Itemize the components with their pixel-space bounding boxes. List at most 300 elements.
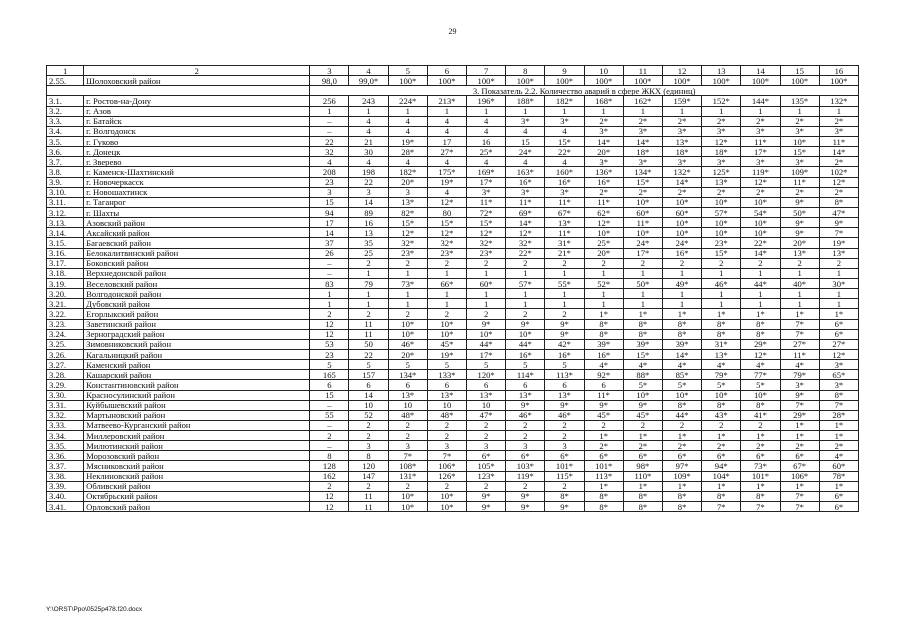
table-cell: 4 (467, 126, 506, 136)
table-cell: 11 (349, 329, 388, 339)
table-cell: 8* (584, 502, 623, 512)
table-cell: 3.11. (47, 197, 84, 207)
table-cell: 4 (467, 157, 506, 167)
table-cell: 8* (584, 329, 623, 339)
table-cell: 1* (623, 309, 662, 319)
table-cell: 5 (506, 360, 545, 370)
table-cell: 2* (623, 187, 662, 197)
table-cell: 10* (741, 197, 780, 207)
table-cell: 9* (623, 400, 662, 410)
table-cell: 83 (310, 278, 349, 288)
table-cell: 1 (702, 289, 741, 299)
table-cell: 13* (388, 390, 427, 400)
table-cell: 1 (427, 268, 466, 278)
table-cell: 100* (741, 76, 780, 86)
table-cell: 14 (349, 390, 388, 400)
table-cell: 24* (662, 238, 701, 248)
table-cell: 2 (388, 309, 427, 319)
table-cell: 10* (388, 491, 427, 501)
table-cell: 2 (84, 66, 310, 76)
table-cell: 2 (780, 258, 819, 268)
table-cell: 72* (467, 207, 506, 217)
table-cell: 10* (662, 218, 701, 228)
table-cell: 165 (310, 370, 349, 380)
table-cell: 85* (662, 370, 701, 380)
table-cell: 4 (349, 116, 388, 126)
table-cell: 123* (467, 471, 506, 481)
table-cell: 10* (584, 228, 623, 238)
table-cell: 9* (780, 197, 819, 207)
table-cell: 2 (427, 420, 466, 430)
table-cell: Волгодонской район (84, 289, 310, 299)
table-cell: 18* (623, 147, 662, 157)
table-row (47, 258, 859, 268)
table-cell: 7* (819, 400, 858, 410)
table-cell: Мартыновский район (84, 410, 310, 420)
table-cell: 1 (545, 299, 584, 309)
table-cell: 6* (819, 502, 858, 512)
table-cell: 13* (388, 197, 427, 207)
table-cell: 6 (506, 380, 545, 390)
table-cell: 22* (545, 147, 584, 157)
table-cell: 3* (506, 187, 545, 197)
table-cell: 3* (584, 157, 623, 167)
table-row (47, 228, 859, 238)
table-cell: 15 (310, 390, 349, 400)
table-cell: 7* (780, 319, 819, 329)
table-cell: 3.3. (47, 116, 84, 126)
table-cell: 20* (584, 147, 623, 157)
table-row (47, 299, 859, 309)
table-cell: г. Гуково (84, 136, 310, 146)
table-cell: 10* (662, 390, 701, 400)
table-cell: 27* (427, 147, 466, 157)
table-cell: 46* (702, 278, 741, 288)
table-cell: 3.5. (47, 136, 84, 146)
table-cell: 2* (584, 187, 623, 197)
table-cell: 39* (584, 339, 623, 349)
table-cell: 162 (310, 471, 349, 481)
table-cell: 10* (467, 329, 506, 339)
table-cell: 40* (780, 278, 819, 288)
table-cell: 25* (584, 238, 623, 248)
table-cell: 2* (819, 441, 858, 451)
table-cell: 3* (662, 157, 701, 167)
table-cell: 55 (310, 410, 349, 420)
table-cell: 12 (310, 502, 349, 512)
table-cell: 1 (310, 289, 349, 299)
table-cell: 1 (819, 106, 858, 116)
table-cell: 3.36. (47, 451, 84, 461)
table-cell: 8* (702, 329, 741, 339)
table-cell: 100* (819, 76, 858, 86)
table-cell: 115* (545, 471, 584, 481)
table-cell: 12* (506, 228, 545, 238)
table-cell: 100* (584, 76, 623, 86)
table-cell: 10* (427, 329, 466, 339)
table-cell: 3.30. (47, 390, 84, 400)
table-cell: 5 (427, 360, 466, 370)
table-cell: 8* (662, 329, 701, 339)
table-cell: 15 (780, 66, 819, 76)
table-cell: 20* (388, 177, 427, 187)
table-row (47, 461, 859, 471)
table-cell: 1 (349, 289, 388, 299)
table-cell: 11* (623, 218, 662, 228)
table-cell: 1* (702, 481, 741, 491)
table-cell: 8* (623, 502, 662, 512)
table-cell: 1 (349, 299, 388, 309)
table-cell: 8* (662, 319, 701, 329)
table-cell: 13* (702, 349, 741, 359)
table-cell: 1 (545, 268, 584, 278)
table-cell: 3.18. (47, 268, 84, 278)
table-cell: 10* (702, 390, 741, 400)
table-cell: 16* (584, 177, 623, 187)
table-cell: 4 (427, 116, 466, 126)
table-cell: Красносулинский район (84, 390, 310, 400)
table-cell: 11* (780, 349, 819, 359)
table-cell: 88* (623, 370, 662, 380)
table-cell: 28* (819, 410, 858, 420)
table-cell: 6* (584, 451, 623, 461)
table-cell: 60* (623, 207, 662, 217)
table-cell: 10* (702, 197, 741, 207)
table-row (47, 502, 859, 512)
table-cell: 5 (388, 360, 427, 370)
table-cell: 13 (349, 228, 388, 238)
table-cell: 1 (741, 289, 780, 299)
table-cell: 3 (349, 441, 388, 451)
table-cell: 12 (310, 329, 349, 339)
table-cell: 1 (310, 106, 349, 116)
table-cell: 79 (349, 278, 388, 288)
table-row (47, 177, 859, 187)
table-cell: 1 (467, 299, 506, 309)
table-row (47, 207, 859, 217)
table-cell: 1 (506, 106, 545, 116)
table-cell: 32* (506, 238, 545, 248)
table-cell: 6* (819, 491, 858, 501)
table-row (47, 218, 859, 228)
table-cell: 114* (506, 370, 545, 380)
table-row (47, 248, 859, 258)
table-cell: 10* (702, 218, 741, 228)
table-cell: 3.39. (47, 481, 84, 491)
table-cell: 2* (780, 116, 819, 126)
table-cell: 15* (427, 218, 466, 228)
table-cell: 1 (467, 106, 506, 116)
table-cell: 1* (780, 420, 819, 430)
table-row (47, 278, 859, 288)
table-cell: 52* (584, 278, 623, 288)
table-cell: 94* (702, 461, 741, 471)
table-cell: 3.6. (47, 147, 84, 157)
table-cell: 2* (623, 116, 662, 126)
table-cell: 8* (662, 400, 701, 410)
table-cell: 92* (584, 370, 623, 380)
table-cell: 2 (427, 481, 466, 491)
table-cell: 12* (584, 218, 623, 228)
table-cell: 8* (741, 491, 780, 501)
table-row (47, 147, 859, 157)
table-cell: 26 (310, 248, 349, 258)
table-row (47, 187, 859, 197)
table-cell: 9* (780, 228, 819, 238)
table-cell: 5* (741, 380, 780, 390)
table-cell: 14 (349, 197, 388, 207)
table-cell: г. Каменск-Шахтинский (84, 167, 310, 177)
table-cell: 3.31. (47, 400, 84, 410)
table-cell: 2 (662, 258, 701, 268)
table-cell: 120 (349, 461, 388, 471)
table-cell: 14* (662, 349, 701, 359)
table-cell: 25 (349, 248, 388, 258)
table-cell: г. Батайск (84, 116, 310, 126)
table-cell: 4 (545, 157, 584, 167)
table-cell: 6 (349, 380, 388, 390)
table-cell: 1 (741, 106, 780, 116)
table-cell: 23 (310, 349, 349, 359)
table-cell: 2* (780, 441, 819, 451)
table-cell: 2 (467, 258, 506, 268)
table-cell: 46* (545, 410, 584, 420)
table-cell: г. Таганрог (84, 197, 310, 207)
table-cell: 97* (662, 461, 701, 471)
table-row (47, 441, 859, 451)
table-cell: 62* (584, 207, 623, 217)
table-cell: 2 (427, 258, 466, 268)
table-cell: г. Новочеркасск (84, 177, 310, 187)
table-cell: 3.27. (47, 360, 84, 370)
table-cell: 3* (780, 380, 819, 390)
table-cell: 4* (741, 360, 780, 370)
table-cell: 3.15. (47, 238, 84, 248)
table-cell: 67* (545, 207, 584, 217)
table-cell: 17* (467, 177, 506, 187)
table-cell: 73* (741, 461, 780, 471)
table-cell: Егорлыкский район (84, 309, 310, 319)
table-cell: г. Новошахтинск (84, 187, 310, 197)
table-cell: 1 (662, 106, 701, 116)
table-cell: 30 (349, 147, 388, 157)
table-cell: 10* (780, 136, 819, 146)
table-cell: 28* (388, 147, 427, 157)
table-cell: 2 (623, 258, 662, 268)
table-cell: 2 (467, 431, 506, 441)
table-cell: 52 (349, 410, 388, 420)
table-cell: 1* (662, 309, 701, 319)
table-cell: 13 (702, 66, 741, 76)
table-cell: 3* (623, 157, 662, 167)
table-cell: г. Ростов-на-Дону (84, 96, 310, 106)
table-cell: 21 (349, 136, 388, 146)
table-cell: 1 (584, 289, 623, 299)
table-cell: г. Шахты (84, 207, 310, 217)
table-cell: 10* (388, 319, 427, 329)
table-cell: 2 (506, 309, 545, 319)
table-row (47, 380, 859, 390)
table-cell: 12* (819, 349, 858, 359)
table-cell: 3.13. (47, 218, 84, 228)
table-cell: 188* (506, 96, 545, 106)
table-cell: 2 (741, 258, 780, 268)
table-cell: – (310, 268, 349, 278)
table-cell: 13* (467, 390, 506, 400)
table-cell: 8 (349, 451, 388, 461)
table-cell: 3.16. (47, 248, 84, 258)
table-cell: 2 (506, 431, 545, 441)
table-cell: 2 (506, 258, 545, 268)
table-cell: 1 (741, 268, 780, 278)
table-cell: 162* (623, 96, 662, 106)
table-cell: 3.22. (47, 309, 84, 319)
table-cell: 14* (741, 248, 780, 258)
table-cell: 119* (506, 471, 545, 481)
table-cell: 1 (702, 268, 741, 278)
table-cell: 1 (310, 299, 349, 309)
table-cell: 98* (623, 461, 662, 471)
table-cell: 32* (467, 238, 506, 248)
table-cell: 2 (427, 309, 466, 319)
table-cell: Белокалитвинский район (84, 248, 310, 258)
table-cell: 2 (506, 420, 545, 430)
table-cell: 14* (623, 136, 662, 146)
table-cell: 3* (819, 126, 858, 136)
table-row (47, 116, 859, 126)
table-cell: 1 (467, 289, 506, 299)
table-cell: 45* (427, 339, 466, 349)
table-cell: 136* (584, 167, 623, 177)
table-cell: 3* (545, 187, 584, 197)
table-cell: 16* (506, 349, 545, 359)
table-cell: 46* (506, 410, 545, 420)
table-cell: Кашарский район (84, 370, 310, 380)
table-cell: 53 (310, 339, 349, 349)
table-cell: 4 (427, 157, 466, 167)
table-cell: 1 (819, 268, 858, 278)
table-cell: 256 (310, 96, 349, 106)
table-row (47, 451, 859, 461)
table-cell: 10 (427, 400, 466, 410)
table-cell: 2 (545, 258, 584, 268)
table-cell: 1* (702, 431, 741, 441)
table-cell: 22* (506, 248, 545, 258)
table-cell: 19* (819, 238, 858, 248)
table-cell: 3* (584, 126, 623, 136)
table-cell: 1 (388, 289, 427, 299)
table-cell: 8* (702, 400, 741, 410)
table-cell: 20* (584, 248, 623, 258)
table-cell: 9 (545, 66, 584, 76)
table-cell: 2 (388, 420, 427, 430)
table-cell: 13* (545, 218, 584, 228)
table-cell: Зерноградский район (84, 329, 310, 339)
table-cell: 168* (584, 96, 623, 106)
table-row (47, 76, 859, 86)
table-cell: 4* (584, 360, 623, 370)
table-cell: 1 (819, 299, 858, 309)
table-cell: 2 (467, 481, 506, 491)
table-cell: 6* (702, 451, 741, 461)
table-cell: 20* (780, 238, 819, 248)
table-cell: 3 (388, 187, 427, 197)
table-cell: 15* (780, 147, 819, 157)
table-cell: 10* (662, 228, 701, 238)
table-cell: 67* (780, 461, 819, 471)
table-cell: 6* (506, 451, 545, 461)
table-cell: – (310, 116, 349, 126)
table-cell: 2 (467, 309, 506, 319)
table-row (47, 360, 859, 370)
table-row (47, 197, 859, 207)
table-cell: 80 (427, 207, 466, 217)
table-cell: 7* (427, 451, 466, 461)
table-cell: 32 (310, 147, 349, 157)
table-cell: 4 (310, 157, 349, 167)
table-cell: 10* (623, 197, 662, 207)
table-cell: 20* (388, 349, 427, 359)
table-cell: 224* (388, 96, 427, 106)
table-cell: 2 (388, 481, 427, 491)
table-cell: 10* (741, 228, 780, 238)
table-cell: 30* (819, 278, 858, 288)
table-cell: 12* (388, 228, 427, 238)
table-cell: 17 (310, 218, 349, 228)
table-cell: 3* (819, 380, 858, 390)
table-cell: 12* (467, 228, 506, 238)
table-cell: 6 (310, 380, 349, 390)
table-cell: 7 (467, 66, 506, 76)
table-cell: 5 (388, 66, 427, 76)
table-cell: 6 (388, 380, 427, 390)
table-cell: 8* (662, 491, 701, 501)
table-cell: 2 (427, 431, 466, 441)
table-cell: 3.1. (47, 96, 84, 106)
table-cell: 8 (310, 451, 349, 461)
table-row (47, 319, 859, 329)
table-cell: 1 (388, 268, 427, 278)
table-cell: 5 (349, 360, 388, 370)
table-cell: 15 (310, 197, 349, 207)
table-cell: 1 (584, 299, 623, 309)
table-cell: 3.25. (47, 339, 84, 349)
table-row (47, 370, 859, 380)
table-cell: 10* (741, 390, 780, 400)
table-cell: 7* (780, 400, 819, 410)
table-cell: 101* (741, 471, 780, 481)
table-cell: 3* (662, 126, 701, 136)
table-cell: 12* (741, 177, 780, 187)
table-cell: 3 (467, 441, 506, 451)
table-cell: 1* (780, 431, 819, 441)
table-cell: 3 (349, 187, 388, 197)
table-cell: 8* (662, 502, 701, 512)
table-cell: 4 (467, 116, 506, 126)
table-cell: 3* (545, 116, 584, 126)
table-cell: 22 (349, 349, 388, 359)
table-cell: 213* (427, 96, 466, 106)
table-cell: Константиновский район (84, 380, 310, 390)
table-cell: 2 (349, 481, 388, 491)
table-cell: 49* (662, 278, 701, 288)
table-cell: 1 (780, 299, 819, 309)
table-cell: 3* (780, 157, 819, 167)
table-cell: 16* (662, 248, 701, 258)
table-cell: 5* (623, 380, 662, 390)
table-cell: 23* (427, 248, 466, 258)
table-cell: 12 (310, 491, 349, 501)
